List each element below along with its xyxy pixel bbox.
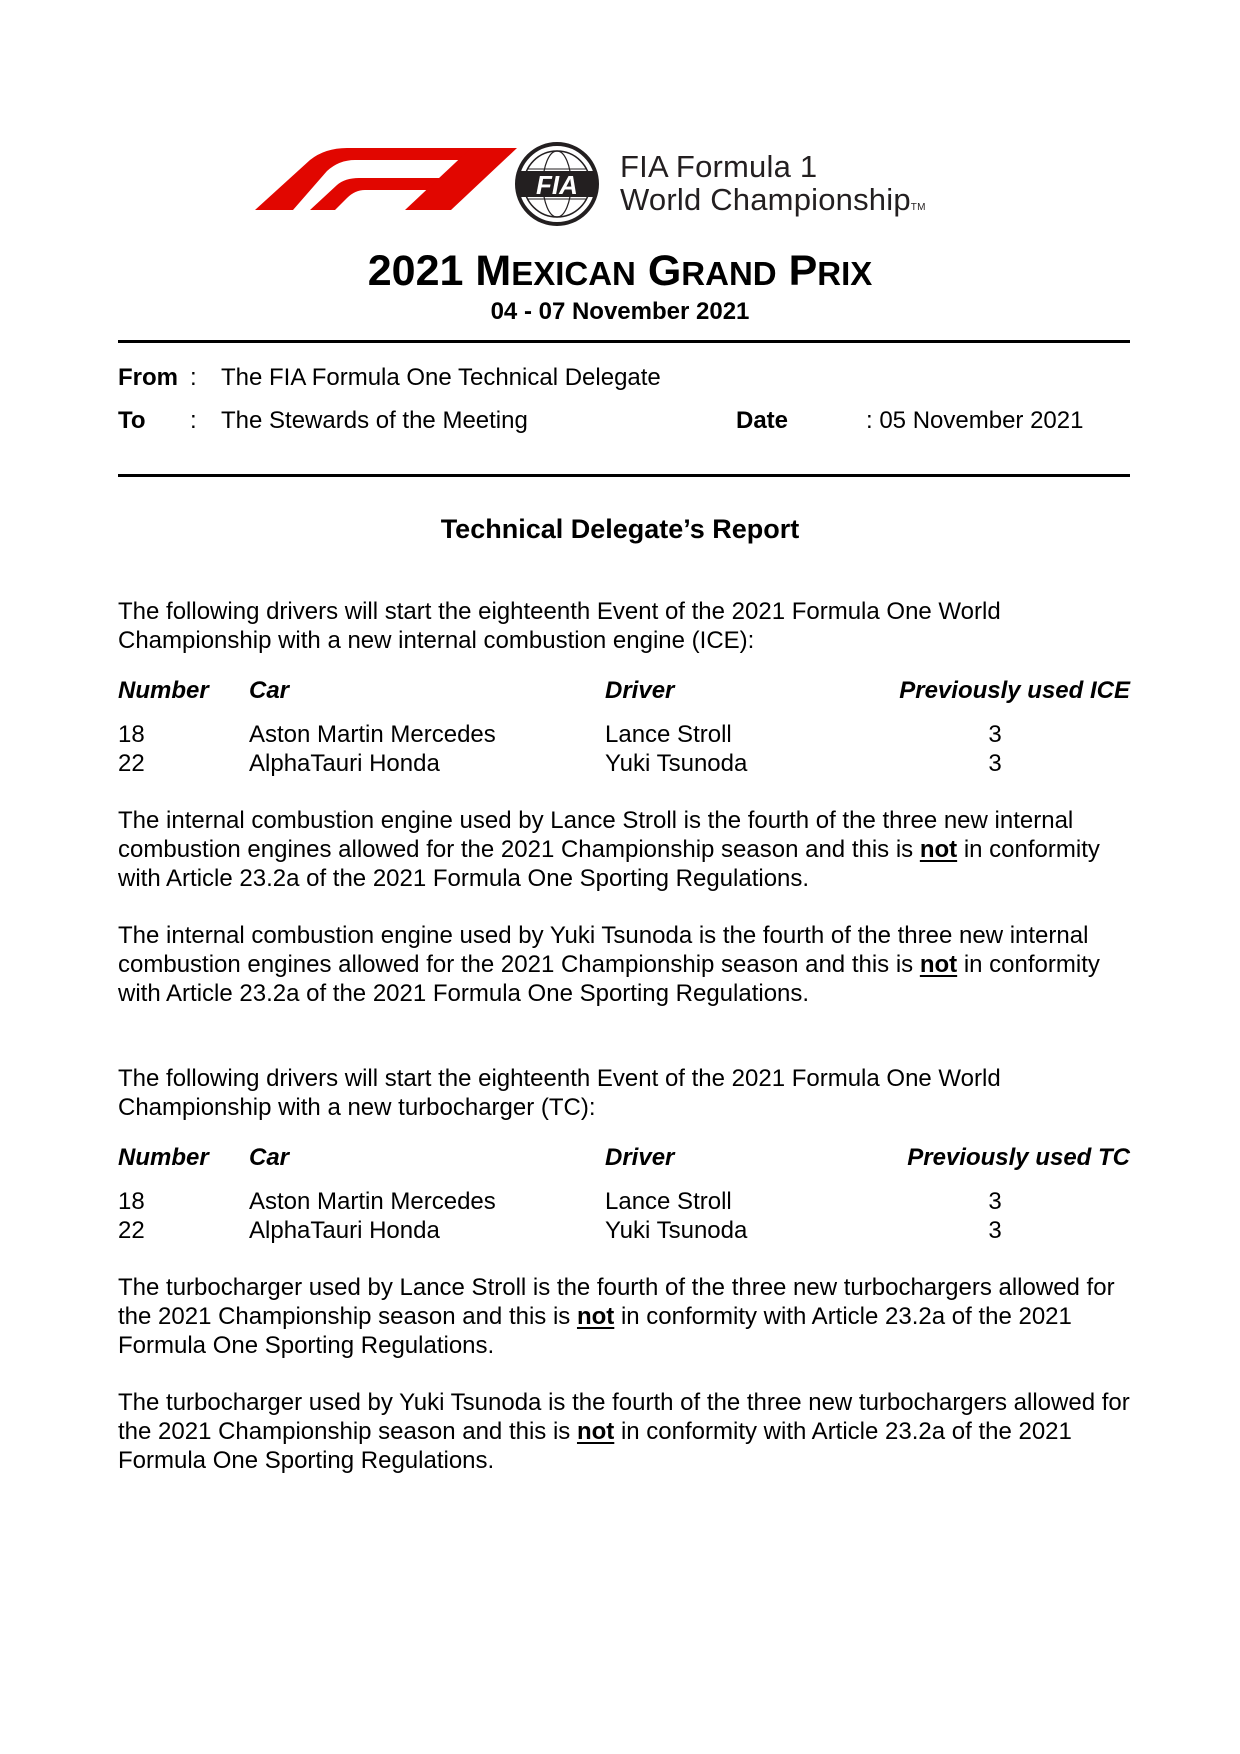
- not-emphasis: not: [919, 951, 958, 978]
- not-emphasis: not: [576, 1418, 615, 1445]
- tc-header-prev: Previously used TC: [907, 1144, 1130, 1171]
- ice-row-number: 22: [118, 750, 145, 777]
- ice-row-driver: Yuki Tsunoda: [605, 750, 748, 777]
- ice-row-prev: 3: [988, 721, 1002, 748]
- tc-header-number: Number: [118, 1144, 209, 1171]
- tc-row-car: AlphaTauri Honda: [249, 1217, 440, 1244]
- not-emphasis: not: [919, 836, 958, 863]
- date-label: Date: [736, 407, 789, 434]
- tc-paragraph-stroll: The turbocharger used by Lance Stroll is the fourth of the three new turbochargers allowed for the 2021 Championship season and this is not in conformity with Article 23.2a of the 2021 Formula One Sporting Regulations.: [118, 1274, 1115, 1359]
- ice-intro: The following drivers will start the eighteenth Event of the 2021 Formula One World Championship with a new internal combustion engine (ICE):: [118, 598, 1001, 654]
- from-value: The FIA Formula One Technical Delegate: [221, 364, 661, 391]
- from-colon: :: [190, 364, 197, 391]
- tc-header-driver: Driver: [605, 1144, 675, 1171]
- ice-header-number: Number: [118, 677, 209, 704]
- brand-wordmark: [620, 150, 926, 224]
- header-divider: [118, 340, 1130, 343]
- from-label: From: [118, 364, 178, 391]
- tc-row-number: 18: [118, 1188, 145, 1215]
- memo-divider: [118, 474, 1130, 477]
- ice-header-prev: Previously used ICE: [899, 677, 1130, 704]
- ice-row-number: 18: [118, 721, 145, 748]
- brand-line-1: FIA Formula 1: [620, 149, 818, 184]
- ice-header-driver: Driver: [605, 677, 675, 704]
- tc-row-prev: 3: [988, 1188, 1002, 1215]
- tc-header-car: Car: [249, 1144, 290, 1171]
- tc-row-prev: 3: [988, 1217, 1002, 1244]
- ice-row-prev: 3: [988, 750, 1002, 777]
- ice-row-car: Aston Martin Mercedes: [249, 721, 496, 748]
- ice-row-driver: Lance Stroll: [605, 721, 732, 748]
- to-colon: :: [190, 407, 197, 434]
- event-dates: 04 - 07 November 2021: [490, 298, 750, 325]
- tc-row-driver: Lance Stroll: [605, 1188, 732, 1215]
- event-title: 2021 MEXICAN GRAND PRIX: [367, 247, 873, 295]
- tc-intro: The following drivers will start the eighteenth Event of the 2021 Formula One World Championship with a new turbocharger (TC):: [118, 1065, 1001, 1121]
- to-value: The Stewards of the Meeting: [221, 407, 528, 434]
- ice-paragraph-stroll: The internal combustion engine used by Lance Stroll is the fourth of the three new internal combustion engines allowed for the 2021 Championship season and this is not in conformity with Article 23.2a of the 2021 Formula One Sporting Regulations.: [118, 807, 1100, 892]
- tc-row-car: Aston Martin Mercedes: [249, 1188, 496, 1215]
- tc-paragraph-tsunoda: The turbocharger used by Yuki Tsunoda is the fourth of the three new turbochargers allowed for the 2021 Championship season and this is not in conformity with Article 23.2a of the 2021 Formula One Sporting Regulations.: [118, 1389, 1130, 1474]
- tc-row-number: 22: [118, 1217, 145, 1244]
- date-value: : 05 November 2021: [866, 407, 1084, 434]
- trademark-mark: TM: [910, 202, 926, 213]
- tc-row-driver: Yuki Tsunoda: [605, 1217, 748, 1244]
- to-label: To: [118, 407, 146, 434]
- ice-row-car: AlphaTauri Honda: [249, 750, 440, 777]
- fia-badge-text: FIA: [536, 170, 578, 200]
- not-emphasis: not: [576, 1303, 615, 1330]
- ice-paragraph-tsunoda: The internal combustion engine used by Yuki Tsunoda is the fourth of the three new internal combustion engines allowed for the 2021 Championship season and this is not in conformity with Article 23.2a of the 2021 Formula One Sporting Regulations.: [118, 922, 1100, 1007]
- report-title: Technical Delegate’s Report: [440, 514, 800, 544]
- ice-header-car: Car: [249, 677, 290, 704]
- brand-line-2: World ChampionshipTM: [620, 182, 926, 217]
